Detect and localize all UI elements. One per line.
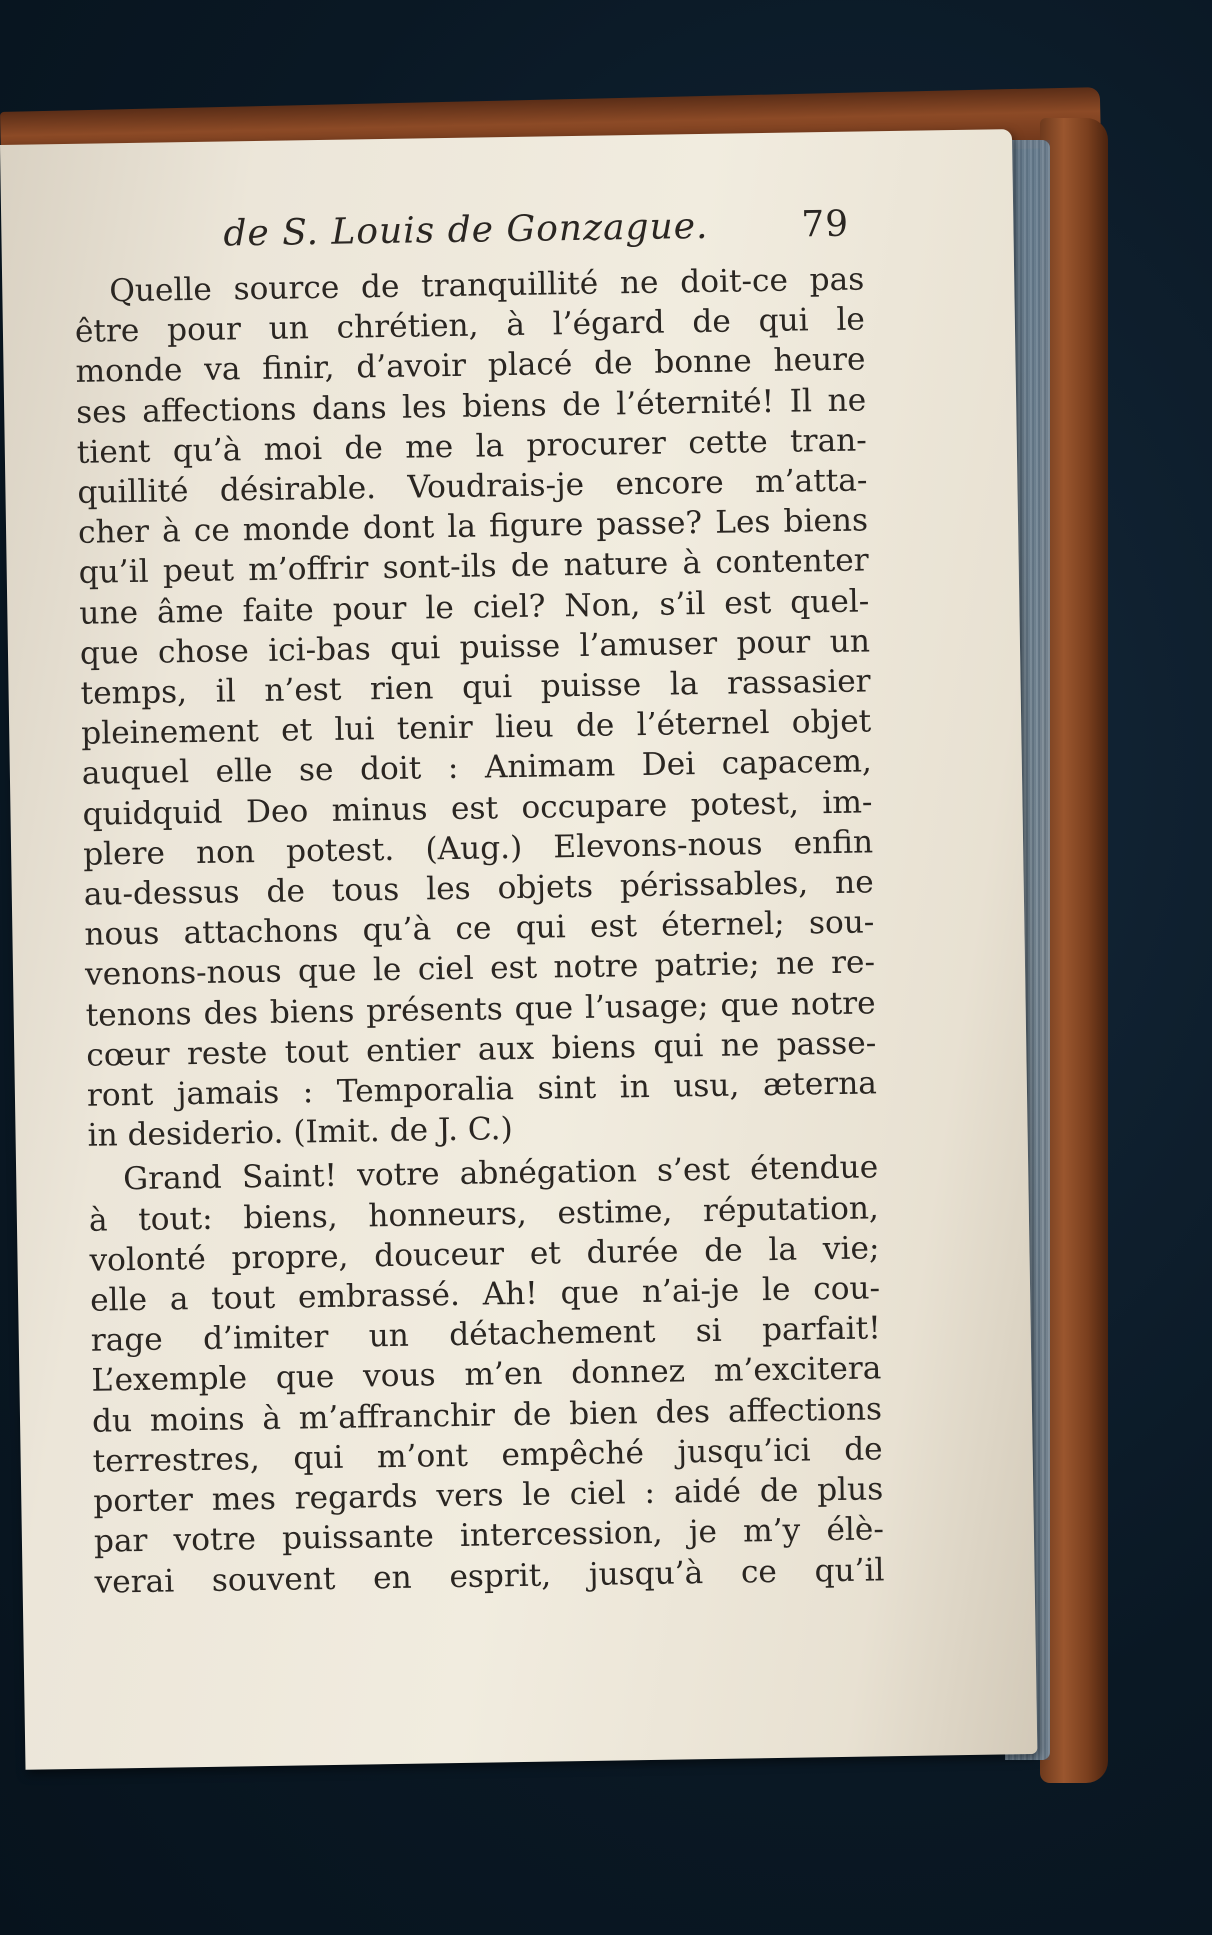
paragraph-2 [88,1148,895,1603]
paragraph-1 [74,259,888,1156]
text-line: Grand Saint! votre abnégation s’est étendue [122,1149,879,1198]
page-content [73,203,895,1602]
running-title: de S. Louis de Gonzague. [223,205,709,255]
text-line: tenons des biens présents que l’usage; que notre [85,985,876,1034]
text-line: nous attachons qu’à ce qui est éternel; sou- [84,904,875,954]
text-line: du moins à m’affranchir de bien des affections [91,1390,883,1440]
text-line: venons-nous que le ciel est notre patrie; ne re- [84,944,876,994]
text-line: auquel elle se doit : Animam Dei capacem, [81,743,873,793]
text-line: à tout: biens, honneurs, estime, réputation, [88,1190,880,1239]
text-line: ront jamais : Temporalia sint in usu, æterna [86,1065,878,1114]
text-line: Quelle source de tranquillité ne doit-ce pas [109,261,865,310]
text-line: pleinement et lui tenir lieu de l’éternel objet [80,703,872,753]
text-line: être pour un chrétien, à l’égard de qui le [74,301,866,351]
text-line: quidquid Deo minus est occupare potest, im- [82,784,873,833]
text-line: ses affections dans les biens de l’éternité! Il ne [75,382,867,431]
text-line: in desiderio. (Imit. de J. C.) [87,1111,514,1155]
book-cover-spine [1040,118,1108,1783]
text-line: elle a tout embrassé. Ah! que n’ai-je le cou- [89,1270,881,1319]
text-line: terrestres, qui m’ont empêché jusqu’ici de [92,1431,883,1480]
text-line: temps, il n’est rien qui puisse la rassasier [80,663,871,712]
text-line: que chose ici-bas qui puisse l’amuser pour un [79,623,871,672]
text-line: porter mes regards vers le ciel : aidé de plus [93,1471,884,1520]
text-line: qu’il peut m’offrir sont-ils de nature à contenter [78,542,869,592]
text-line: monde va finir, d’avoir placé de bonne heure [75,341,866,391]
text-line: quillité désirable. Voudrais-je encore m’atta- [77,462,868,511]
text-line: verai souvent en esprit, jusqu’à ce qu’il [94,1551,885,1601]
text-line: volonté propre, douceur et durée de la vie; [89,1230,880,1279]
text-line: au-dessus de tous les objets périssables, ne [83,864,874,913]
text-line: tient qu’à moi de me la procurer cette tran- [76,422,868,471]
text-line: une âme faite pour le ciel? Non, s’il est quel- [79,583,870,632]
text-line: L’exemple que vous m’en donnez m’excitera [91,1350,882,1400]
text-line: cœur reste tout entier aux biens qui ne passe- [86,1025,877,1074]
text-line: par votre puissante intercession, je m’y élè- [93,1511,885,1560]
book-page [0,129,1037,1770]
page-number: 79 [801,203,850,246]
text-line: plere non potest. (Aug.) Elevons-nous enfin [82,824,874,873]
text-line: rage d’imiter un détachement si parfait! [90,1310,881,1360]
text-line: cher à ce monde dont la figure passe? Les biens [77,502,869,552]
